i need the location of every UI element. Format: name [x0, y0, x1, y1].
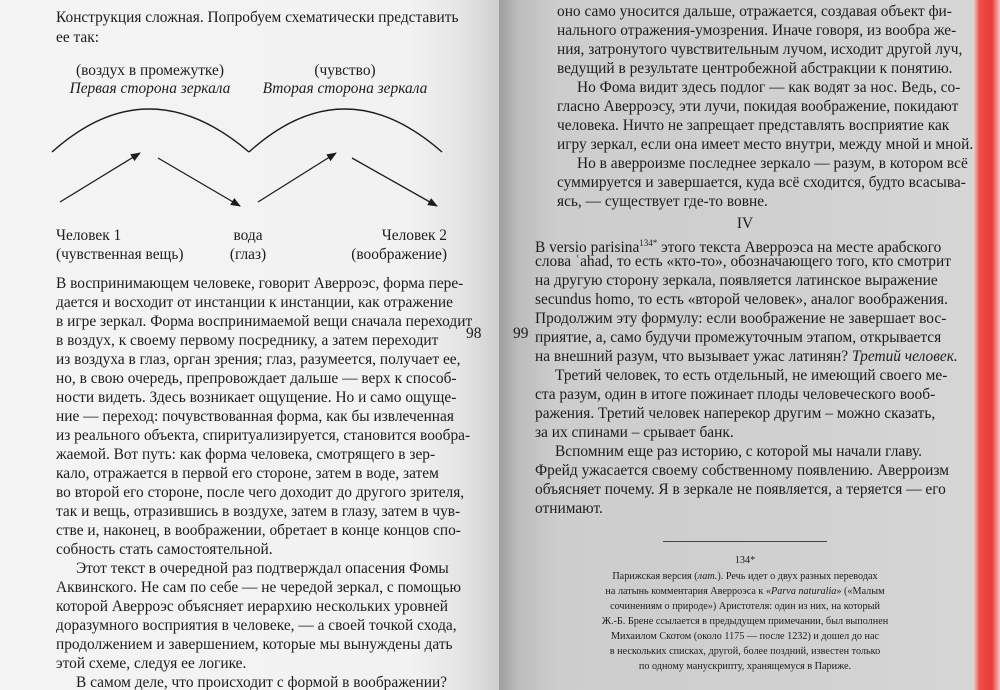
footnote-line: Михаилом Скотом (около 1175 — после 1232) и дошел до нас [610, 631, 880, 642]
text-line: Конструкция сложная. Попробуем схематически представить [56, 9, 459, 26]
diagram-bottom-left-label: Человек 1 [56, 227, 122, 244]
footnote-line: сочинениям о природе») Аристотеля: один из них, на который [610, 601, 880, 612]
text-line: ведущий в результате центробежной абстракции к понятию. [557, 60, 953, 77]
arrow-air-to-water [158, 158, 240, 206]
text-line: Но в аверроизме последнее зеркало — разум, в котором всё [577, 155, 968, 172]
diagram-bottom-right-caption: (воображение) [351, 246, 447, 263]
diagram-bottom-right-label: Человек 2 [381, 227, 447, 244]
page-number-left: 98 [466, 325, 482, 342]
text-line: Продолжим эту формулу: если воображение не завершает вос- [535, 310, 947, 327]
text-line: которой Аверроэс объясняет иерархию нескольких уровней [56, 598, 448, 615]
first-mirror-arc [52, 109, 249, 152]
text-line: В воспринимающем человеке, говорит Аверроэс, форма пере- [56, 275, 464, 292]
text-line: Этот текст в очередной раз подтверждал опасения Фомы [76, 560, 449, 577]
text-line: кало, отражается в первой его стороне, затем в воде, затем [56, 465, 439, 482]
text-line: на другую сторону зеркала, появляется латинское выражение [535, 272, 938, 289]
diagram-bottom-center-label: вода [233, 227, 263, 244]
text-line: Фрейд ужасается своему собственному появлению. Аверроизм [535, 462, 949, 479]
text-line: ражения. Третий человек наперекор другим – можно сказать, [535, 405, 936, 422]
text-line: ясь, — существует где-то вовне. [557, 193, 768, 210]
text-line: слова ʿahad, то есть «кто-то», обозначающего того, кто смотрит [535, 253, 951, 270]
footnote-line: Ж.-Б. Брене ссылается в предыдущем примечании, был выполнен [601, 616, 889, 627]
text-line: собность стать самостоятельной. [56, 541, 273, 558]
footnote-rule [663, 541, 827, 542]
left-page [0, 0, 499, 690]
text-line: гласно Аверроэсу, эти лучи, покидая воображение, покидают [557, 98, 959, 115]
text-line: ее так: [56, 29, 100, 46]
footnote-line: Парижская версия (лат.). Речь идет о двух разных переводах [612, 571, 878, 582]
text-line: игру зеркал, если она имеет место внутри, между мной и мной. [557, 136, 974, 153]
text-line: В самом деле, что происходит с формой в воображении? [76, 674, 448, 690]
diagram-top-left-label: Первая сторона зеркала [69, 80, 231, 97]
arrow-water-to-feeling [258, 153, 336, 202]
text-line: ности видеть. Здесь возникает ощущение. Но и само ощуще- [56, 389, 457, 406]
text-line: отнимают. [535, 500, 603, 517]
text-line: ние — переход: почувствованная форма, как бы извлеченная [56, 408, 454, 425]
text-line: приятие, а, само будучи промежуточным этапом, открывается [535, 329, 942, 346]
page-number-right: 99 [513, 325, 529, 342]
text-line: этой схеме, следуя ее логике. [56, 655, 247, 672]
text-line: так и вещь, отразившись в воздухе, затем в глазу, затем в чув- [56, 503, 461, 520]
text-line: Третий человек, то есть отдельный, не имеющий своего ме- [555, 367, 948, 384]
text-line: из воздуха в глаз, орган зрения; глаз, разумеется, получает ее, [56, 351, 461, 368]
text-line: secundus homo, то есть «второй человек», аналог воображения. [535, 291, 948, 308]
second-mirror-arc [249, 109, 442, 152]
text-line: из реального объекта, спиритуализируется, становится вообра- [56, 427, 471, 444]
text-line: доразумного восприятия в человеке, — а своей точкой схода, [56, 617, 457, 634]
diagram-top-right-label: Вторая сторона зеркала [262, 80, 428, 97]
diagram-bottom-left-caption: (чувственная вещь) [56, 246, 184, 263]
text-line: в игре зеркал. Форма воспринимаемой вещи сначала переходит [56, 313, 473, 330]
text-line: оно само уносится дальше, отражается, создавая объект фи- [557, 3, 952, 20]
diagram-bottom-center-caption: (глаз) [229, 246, 267, 263]
text-line: Вспомним еще раз историю, с которой мы начали главу. [555, 443, 922, 460]
red-page-edge [973, 0, 1000, 690]
arrow-feeling-to-person2 [352, 158, 437, 206]
footnote-line: по одному манускрипту, хранящемуся в Париже. [638, 661, 852, 672]
text-line: ния, затронутого чувствительным лучом, исходит другой луч, [557, 41, 963, 58]
section-heading: IV [736, 215, 754, 232]
text-line: во второй его стороне, после чего доходит до другого зрителя, [56, 484, 465, 501]
text-line: объясняет почему. Я в зеркале не появляется, а теряется — его [535, 481, 946, 498]
text-line: жаемой. Вот путь: как форма человека, смотрящего в зер- [56, 446, 436, 463]
text-line: человека. Ничто не запрещает представлять восприятие как [557, 117, 950, 134]
diagram-top-right-caption: (чувство) [314, 62, 376, 79]
text-line: стве и, наконец, в воображении, обретает в конце концов спо- [56, 522, 461, 539]
text-line: Аквинского. Не сам по себе — не чередой зеркал, с помощью [56, 579, 462, 596]
text-line: в воздух, к своему первому посреднику, а затем переходит [56, 332, 439, 349]
text-line: нального отражения-умозрения. Иначе говоря, из вообра же- [557, 22, 957, 39]
text-line: дается и восходит от инстанции к инстанции, как отражение [56, 294, 453, 311]
text-line: ста разум, один в итоге пожинает плоды человеческого вооб- [535, 386, 936, 403]
footnote-marker: 134* [639, 238, 658, 248]
text-line: суммируется и завершается, куда всё сходится, будто всасыва- [557, 174, 966, 191]
text-line: но, в свою очередь, препровождает дальше — верх к способ- [56, 370, 457, 387]
text-line: В versio parisina$^{134*}$ этого текста Аверроэса на месте арабского [535, 238, 942, 257]
footnote-line: на латынь комментария Аверроэса к «Parva naturalia» («Малым [605, 586, 885, 597]
text-line: за их спинами – срывает банк. [535, 424, 734, 441]
arrow-person1-to-air [60, 153, 140, 202]
text-line: на внешний разум, что вызывает ужас латинян? Третий человек. [535, 348, 958, 365]
text-line: продолжением и завершением, которые мы вынуждены дать [56, 636, 453, 653]
footnote-line: в нескольких списках, другой, более поздний, известен только [609, 646, 881, 657]
text-line: Но Фома видит здесь подлог — как водят за нос. Ведь, со- [577, 79, 961, 96]
diagram-top-left-caption: (воздух в промежутке) [76, 62, 224, 79]
footnote-number: 134* [734, 555, 756, 566]
